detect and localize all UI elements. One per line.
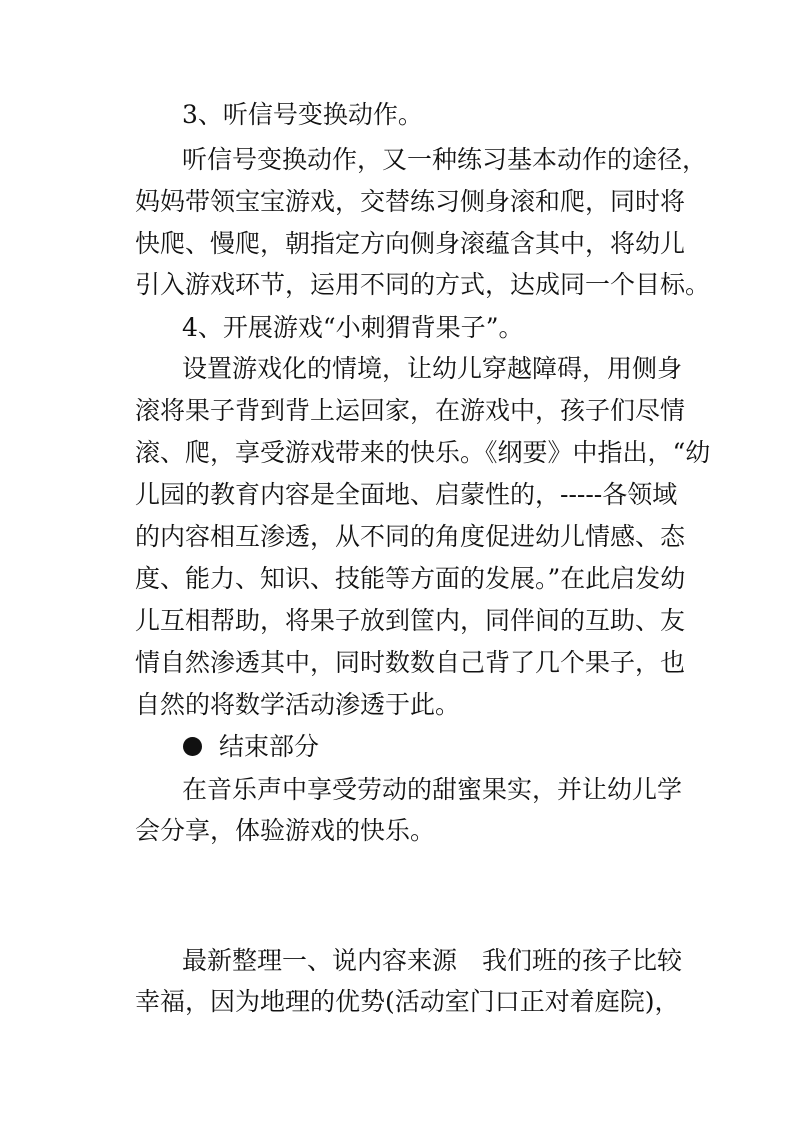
section4-heading: 4、开展游戏“小刺猬背果子”。	[182, 313, 524, 342]
section4-line-7: 儿互相帮助，将果子放到筐内，同伴间的互助、友	[135, 606, 686, 635]
ending-line-1: 在音乐声中享受劳动的甜蜜果实，并让幼儿学	[182, 775, 683, 804]
ending-heading: 结束部分	[219, 732, 320, 761]
section3-heading: 3、听信号变换动作。	[182, 100, 423, 129]
section3-line-1: 听信号变换动作，又一种练习基本动作的途径，	[182, 145, 708, 174]
section4-line-5: 的内容相互渗透，从不同的角度促进幼儿情感、态	[135, 522, 686, 551]
section3-line-2: 妈妈带领宝宝游戏，交替练习侧身滚和爬，同时将	[135, 187, 686, 216]
section3-line-4: 引入游戏环节，运用不同的方式，达成同一个目标。	[135, 270, 711, 299]
section4-line-4: 儿园的教育内容是全面地、启蒙性的，-----各领域	[135, 480, 678, 509]
section4-line-9: 自然的将数学活动渗透于此。	[135, 690, 461, 719]
next-line-2: 幸福，因为地理的优势(活动室门口正对着庭院)，	[135, 987, 680, 1016]
ending-heading-row	[0, 732, 794, 762]
section4-line-2: 滚将果子背到背上运回家，在游戏中，孩子们尽情	[135, 396, 686, 425]
section4-line-3: 滚、爬，享受游戏带来的快乐。《纲要》中指出，“幼	[135, 438, 711, 467]
next-line-1: 最新整理一、说内容来源 我们班的孩子比较	[182, 946, 683, 975]
bullet-icon	[183, 737, 202, 756]
section4-line-1: 设置游戏化的情境，让幼儿穿越障碍，用侧身	[182, 354, 683, 383]
section4-line-8: 情自然渗透其中，同时数数自己背了几个果子，也	[135, 648, 686, 677]
ending-line-2: 会分享，体验游戏的快乐。	[135, 816, 436, 845]
section3-line-3: 快爬、慢爬，朝指定方向侧身滚蕴含其中，将幼儿	[135, 229, 686, 258]
section4-line-6: 度、能力、知识、技能等方面的发展。”在此启发幼	[135, 564, 686, 593]
